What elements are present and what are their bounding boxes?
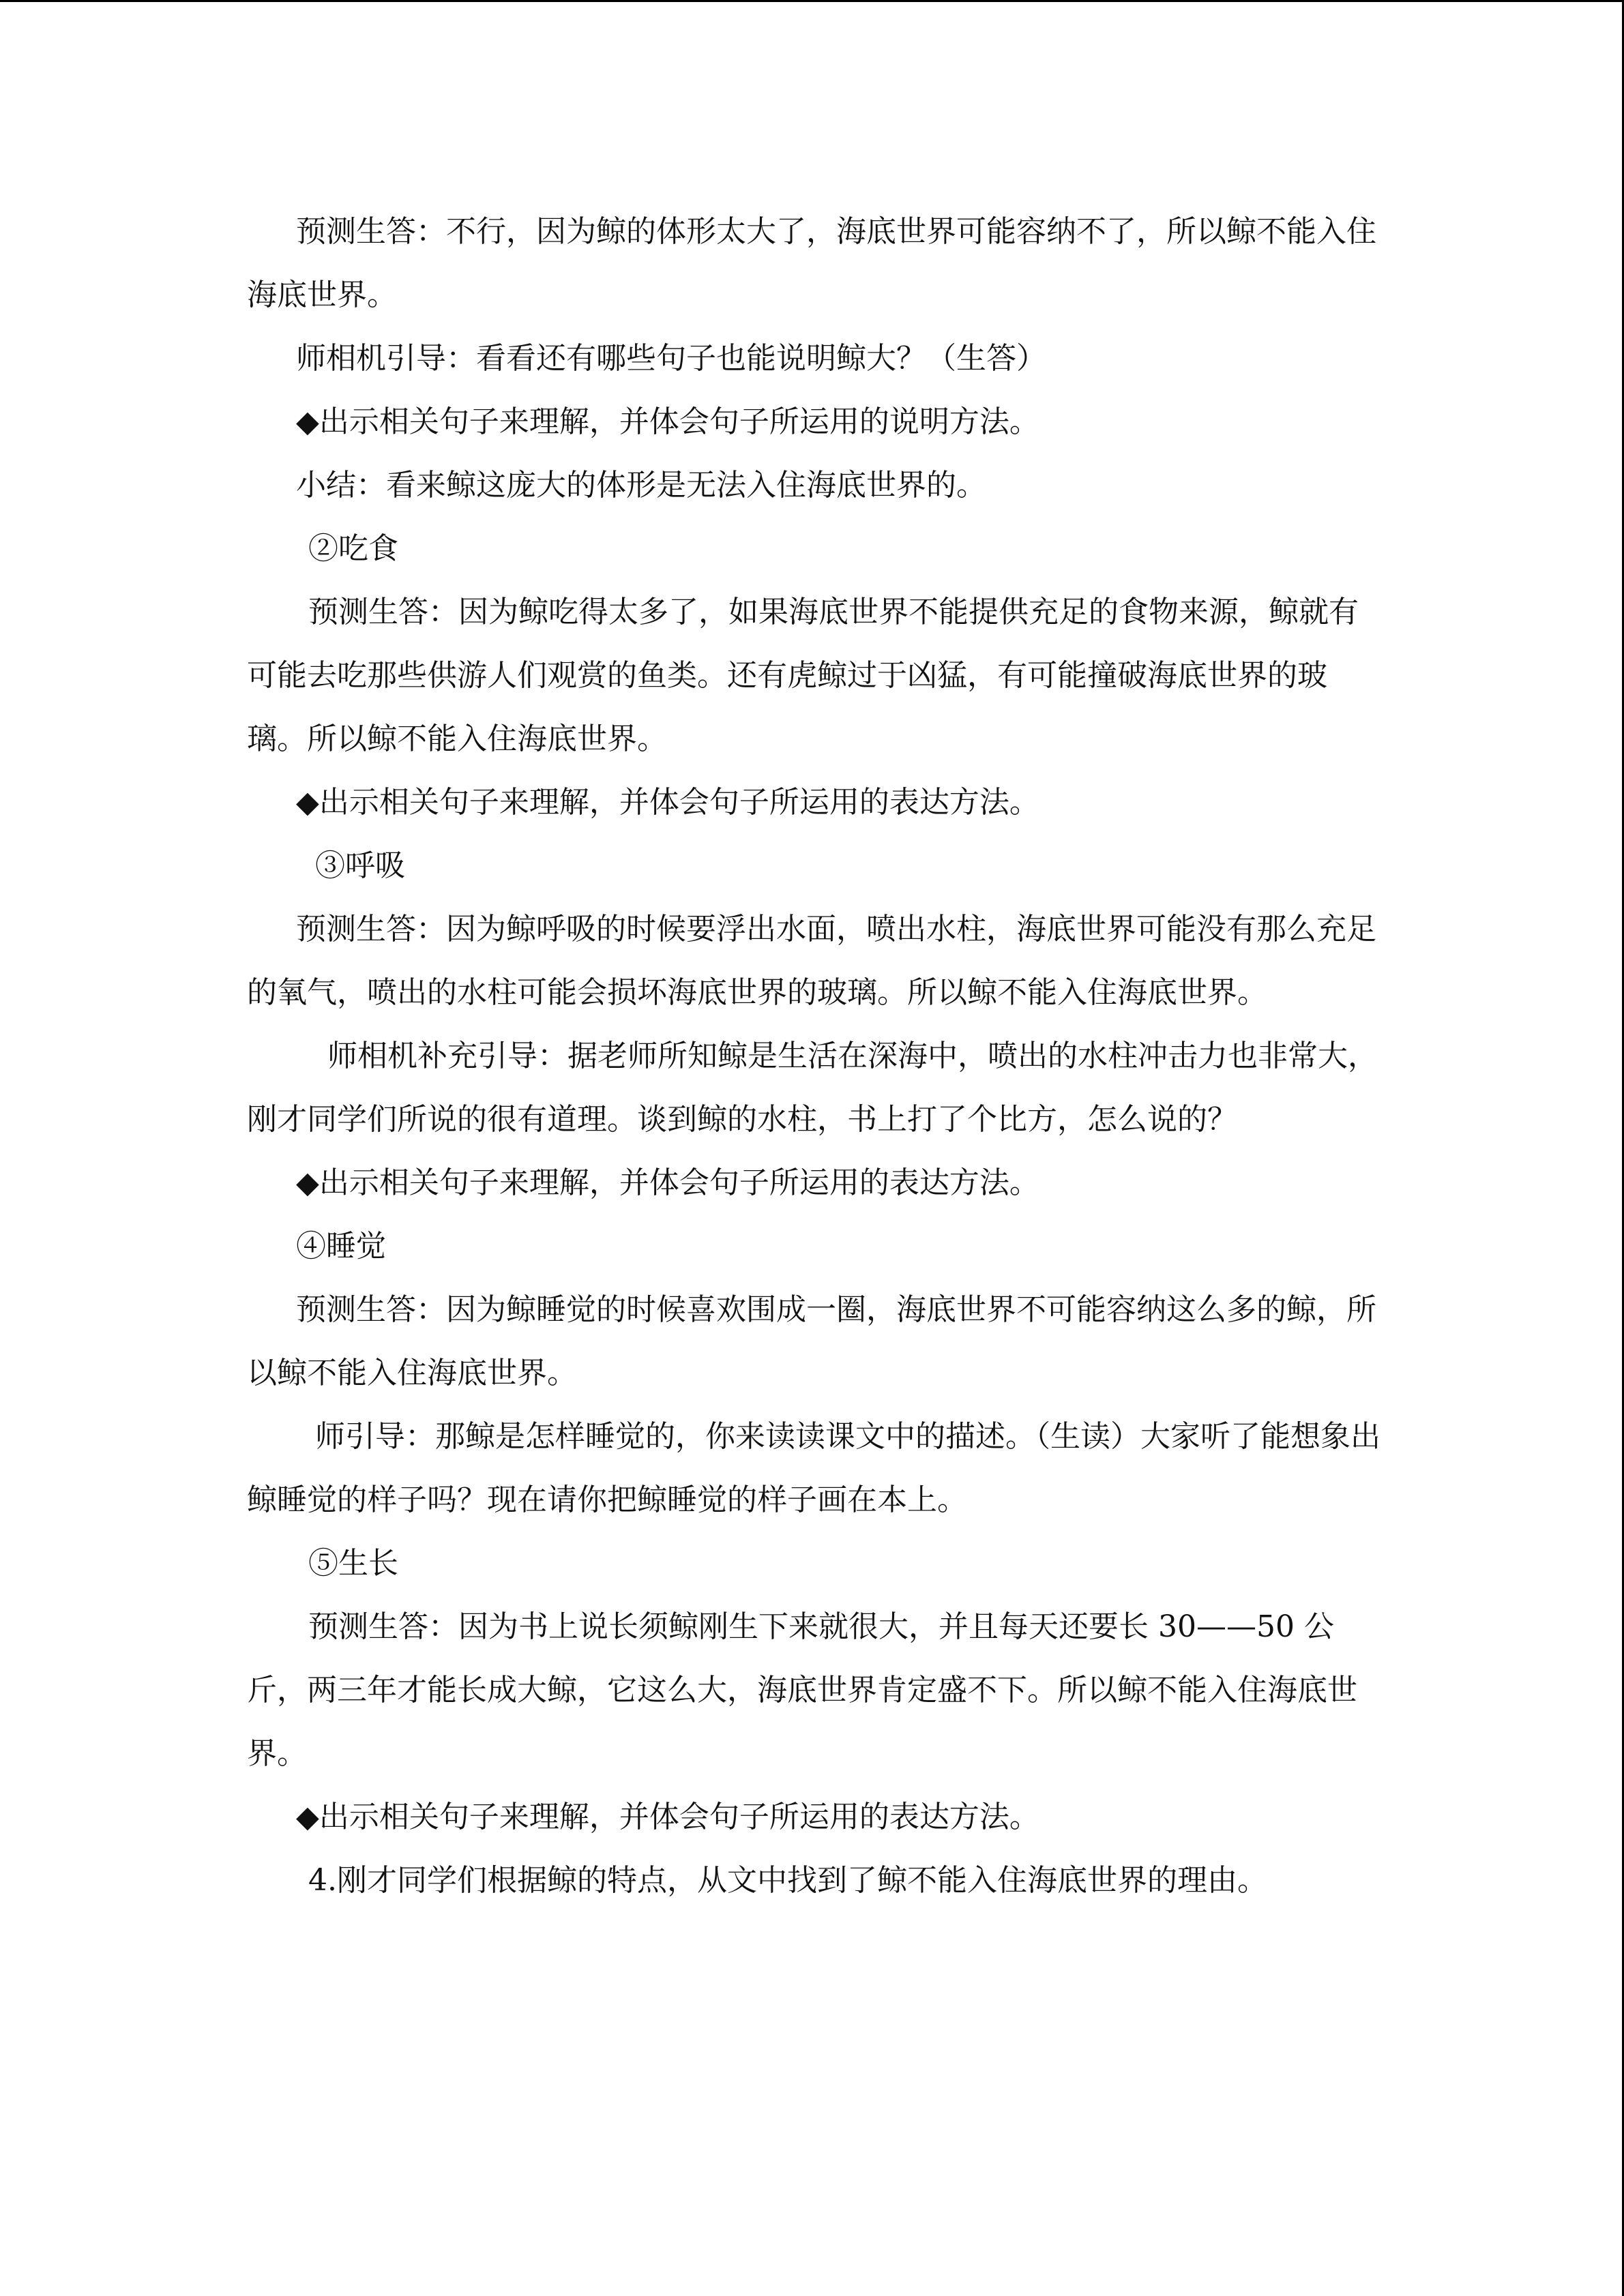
paragraph-show-sentences-express-1: ◆出示相关句子来理解，并体会句子所运用的表达方法。: [296, 785, 1039, 820]
document-body: [247, 200, 1383, 1912]
paragraph-show-sentences-express-3: ◆出示相关句子来理解，并体会句子所运用的表达方法。: [296, 1800, 1039, 1834]
paragraph-step-4: 4.刚才同学们根据鲸的特点，从文中找到了鲸不能入住海底世界的理由。: [308, 1863, 1267, 1898]
paragraph-teacher-guide-sleeping: 师引导：那鲸是怎样睡觉的，你来读读课文中的描述。（生读）大家听了能想象出鲸睡觉的样子吗？现在请你把鲸睡觉的样子画在本上。: [247, 1419, 1381, 1517]
paragraph-show-sentences-express-2: ◆出示相关句子来理解，并体会句子所运用的表达方法。: [296, 1165, 1039, 1200]
heading-breathing: ③呼吸: [315, 848, 405, 883]
heading-growing: ⑤生长: [308, 1546, 398, 1581]
paragraph-predicted-answer-growing: 预测生答：因为书上说长须鲸刚生下来就很大，并且每天还要长 30——50 公斤，两三年才能长成大鲸，它这么大，海底世界肯定盛不下。所以鲸不能入住海底世界。: [247, 1609, 1357, 1771]
heading-eating: ②吃食: [308, 531, 398, 566]
paragraph-teacher-supplement-guide: 师相机补充引导：据老师所知鲸是生活在深海中，喷出的水柱冲击力也非常大，刚才同学们所说的很有道理。谈到鲸的水柱，书上打了个比方，怎么说的？: [247, 1039, 1378, 1137]
heading-sleeping: ④睡觉: [296, 1229, 386, 1264]
paragraph-summary-size: 小结：看来鲸这庞大的体形是无法入住海底世界的。: [296, 468, 986, 503]
paragraph-show-sentences-explain: ◆出示相关句子来理解，并体会句子所运用的说明方法。: [296, 404, 1039, 439]
paragraph-predicted-answer-size: 预测生答：不行，因为鲸的体形太大了，海底世界可能容纳不了，所以鲸不能入住海底世界。: [247, 214, 1376, 312]
paragraph-predicted-answer-eating: 预测生答：因为鲸吃得太多了，如果海底世界不能提供充足的食物来源，鲸就有可能去吃那些供游人们观赏的鱼类。还有虎鲸过于凶猛，有可能撞破海底世界的玻璃。所以鲸不能入住海底世界。: [247, 595, 1359, 756]
paragraph-predicted-answer-sleeping: 预测生答：因为鲸睡觉的时候喜欢围成一圈，海底世界不可能容纳这么多的鲸，所以鲸不能入住海底世界。: [247, 1292, 1376, 1390]
paragraph-predicted-answer-breathing: 预测生答：因为鲸呼吸的时候要浮出水面，喷出水柱，海底世界可能没有那么充足的氧气，喷出的水柱可能会损坏海底世界的玻璃。所以鲸不能入住海底世界。: [247, 912, 1376, 1010]
paragraph-teacher-guide-size: 师相机引导：看看还有哪些句子也能说明鲸大？（生答）: [296, 341, 1046, 376]
